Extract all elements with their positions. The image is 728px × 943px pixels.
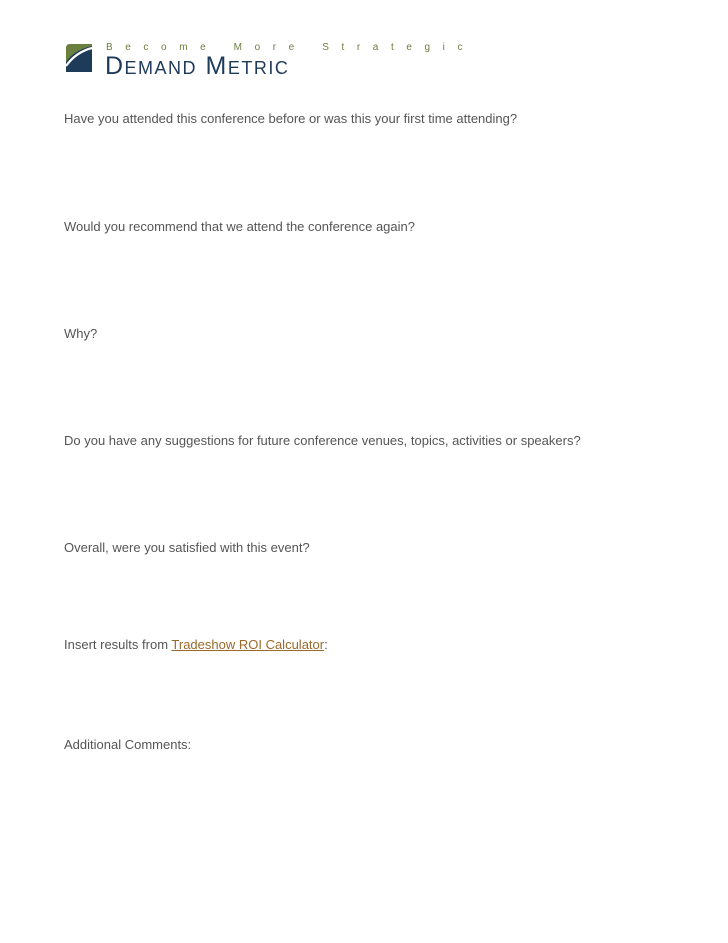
logo-mark-icon	[64, 42, 94, 74]
roi-suffix: :	[324, 637, 328, 652]
additional-comments-label: Additional Comments:	[64, 737, 192, 752]
question-satisfied: Overall, were you satisfied with this event?	[64, 540, 310, 555]
roi-results-line	[64, 637, 328, 653]
question-why: Why?	[64, 326, 98, 341]
logo-tagline: Become More Strategic	[106, 42, 476, 53]
question-suggestions: Do you have any suggestions for future conference venues, topics, activities or speakers?	[64, 433, 581, 448]
question-recommend-again: Would you recommend that we attend the conference again?	[64, 219, 415, 234]
tradeshow-roi-calculator-link[interactable]: Tradeshow ROI Calculator	[171, 637, 325, 652]
question-attended-before: Have you attended this conference before or was this your first time attending?	[64, 111, 518, 126]
roi-prefix: Insert results from	[64, 637, 172, 652]
demand-metric-logo	[64, 40, 476, 80]
logo-brand-name: Demand Metric	[105, 52, 290, 80]
